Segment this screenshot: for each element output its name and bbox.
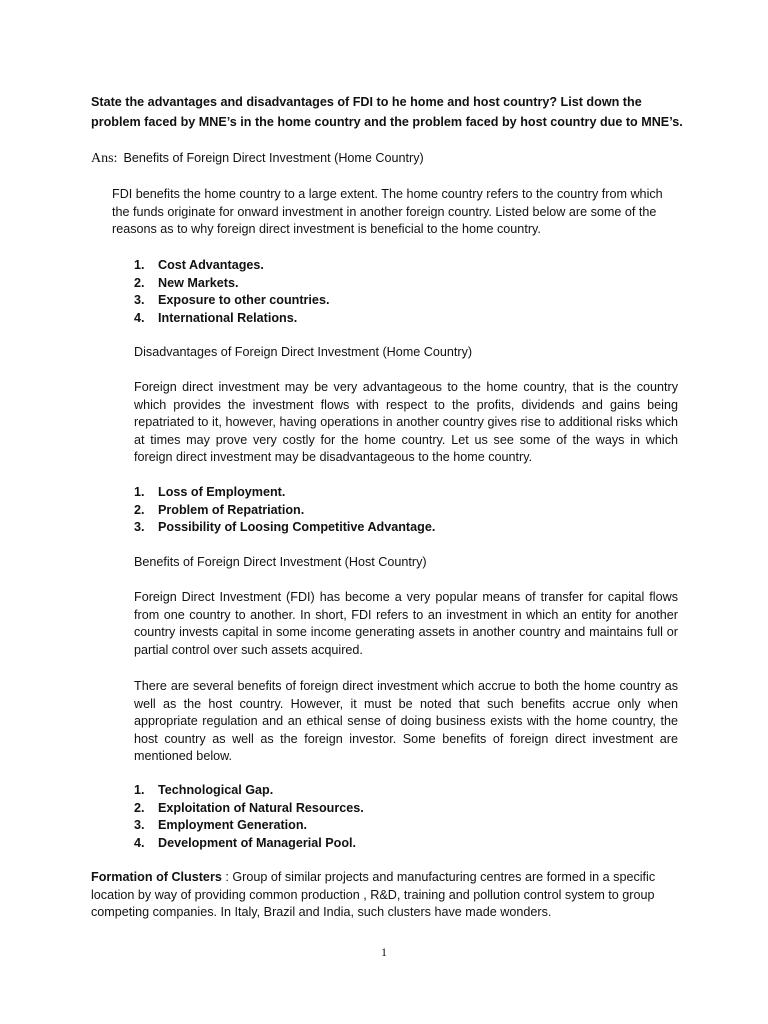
list-item: 1. Technological Gap. — [134, 783, 274, 797]
clusters-paragraph — [91, 869, 681, 922]
host-benefits-paragraph-1: Foreign Direct Investment (FDI) has become a very popular means of transfer for capital flows from one country to another. In short, FDI refers to an investment in which an entity for another country invests capital in some income generating assets in another country and maintains full or partial control over such assets acquired. — [134, 590, 678, 657]
list-item: 1. Loss of Employment. — [134, 485, 286, 499]
clusters-text: : Group of similar projects and manufacturing centres are formed in a specific location by way of providing common production , R&D, training and pollution control system to group competing companies. In Italy, Brazil and India, such clusters have made wonders. — [91, 870, 656, 919]
list-item: 2. Problem of Repatriation. — [134, 502, 305, 517]
home-disadvantages-paragraph: Foreign direct investment may be very advantageous to the home country, that is the country which provides the investment flows with respect to the profits, dividends and gains being repatriated to it, however, having operations in another country gives rise to additional risks which at times may prove very costly for the home country. Let us see some of the ways in which foreign direct investment may be disadvantageous to the home country. — [134, 380, 678, 464]
host-benefits-list — [134, 782, 634, 852]
home-benefits-heading: Benefits of Foreign Direct Investment (Home Country) — [123, 151, 424, 165]
question-text: State the advantages and disadvantages of FDI to he home and host country? List down the problem faced by MNE’s in the home country and the problem faced by host country due to MNE’s. — [91, 95, 683, 129]
list-item: 3. Employment Generation. — [134, 818, 308, 832]
list-item: 2. New Markets. — [134, 275, 239, 290]
home-benefits-paragraph: FDI benefits the home country to a large extent. The home country refers to the country from which the funds originate for onward investment in another foreign country. Listed below are some of the reasons as to why foreign direct investment is beneficial to the home country. — [112, 187, 663, 236]
list-item: 1. Cost Advantages. — [134, 258, 264, 272]
list-item: 2. Exploitation of Natural Resources. — [134, 800, 364, 815]
answer-label: Ans: — [91, 151, 118, 166]
clusters-term: Formation of Clusters — [91, 870, 222, 884]
list-item: 4. International Relations. — [134, 310, 298, 325]
home-disadvantages-list — [134, 484, 634, 537]
list-item: 3. Possibility of Loosing Competitive Advantage. — [134, 520, 436, 534]
list-item: 3. Exposure to other countries. — [134, 293, 330, 307]
home-benefits-list — [134, 257, 634, 327]
host-benefits-heading: Benefits of Foreign Direct Investment (Host Country) — [134, 555, 427, 569]
page-number: 1 — [381, 945, 387, 959]
home-disadvantages-heading: Disadvantages of Foreign Direct Investment (Home Country) — [134, 345, 473, 359]
host-benefits-paragraph-2: There are several benefits of foreign direct investment which accrue to both the home country as well as the host country. However, it must be noted that such benefits accrue only when appropriate regulation and an ethical sense of doing business exists with the home country, the host country as well as the foreign investor. Some benefits of foreign direct investment are mentioned below. — [134, 679, 678, 763]
answer-heading-line — [91, 150, 691, 168]
list-item: 4. Development of Managerial Pool. — [134, 835, 357, 850]
